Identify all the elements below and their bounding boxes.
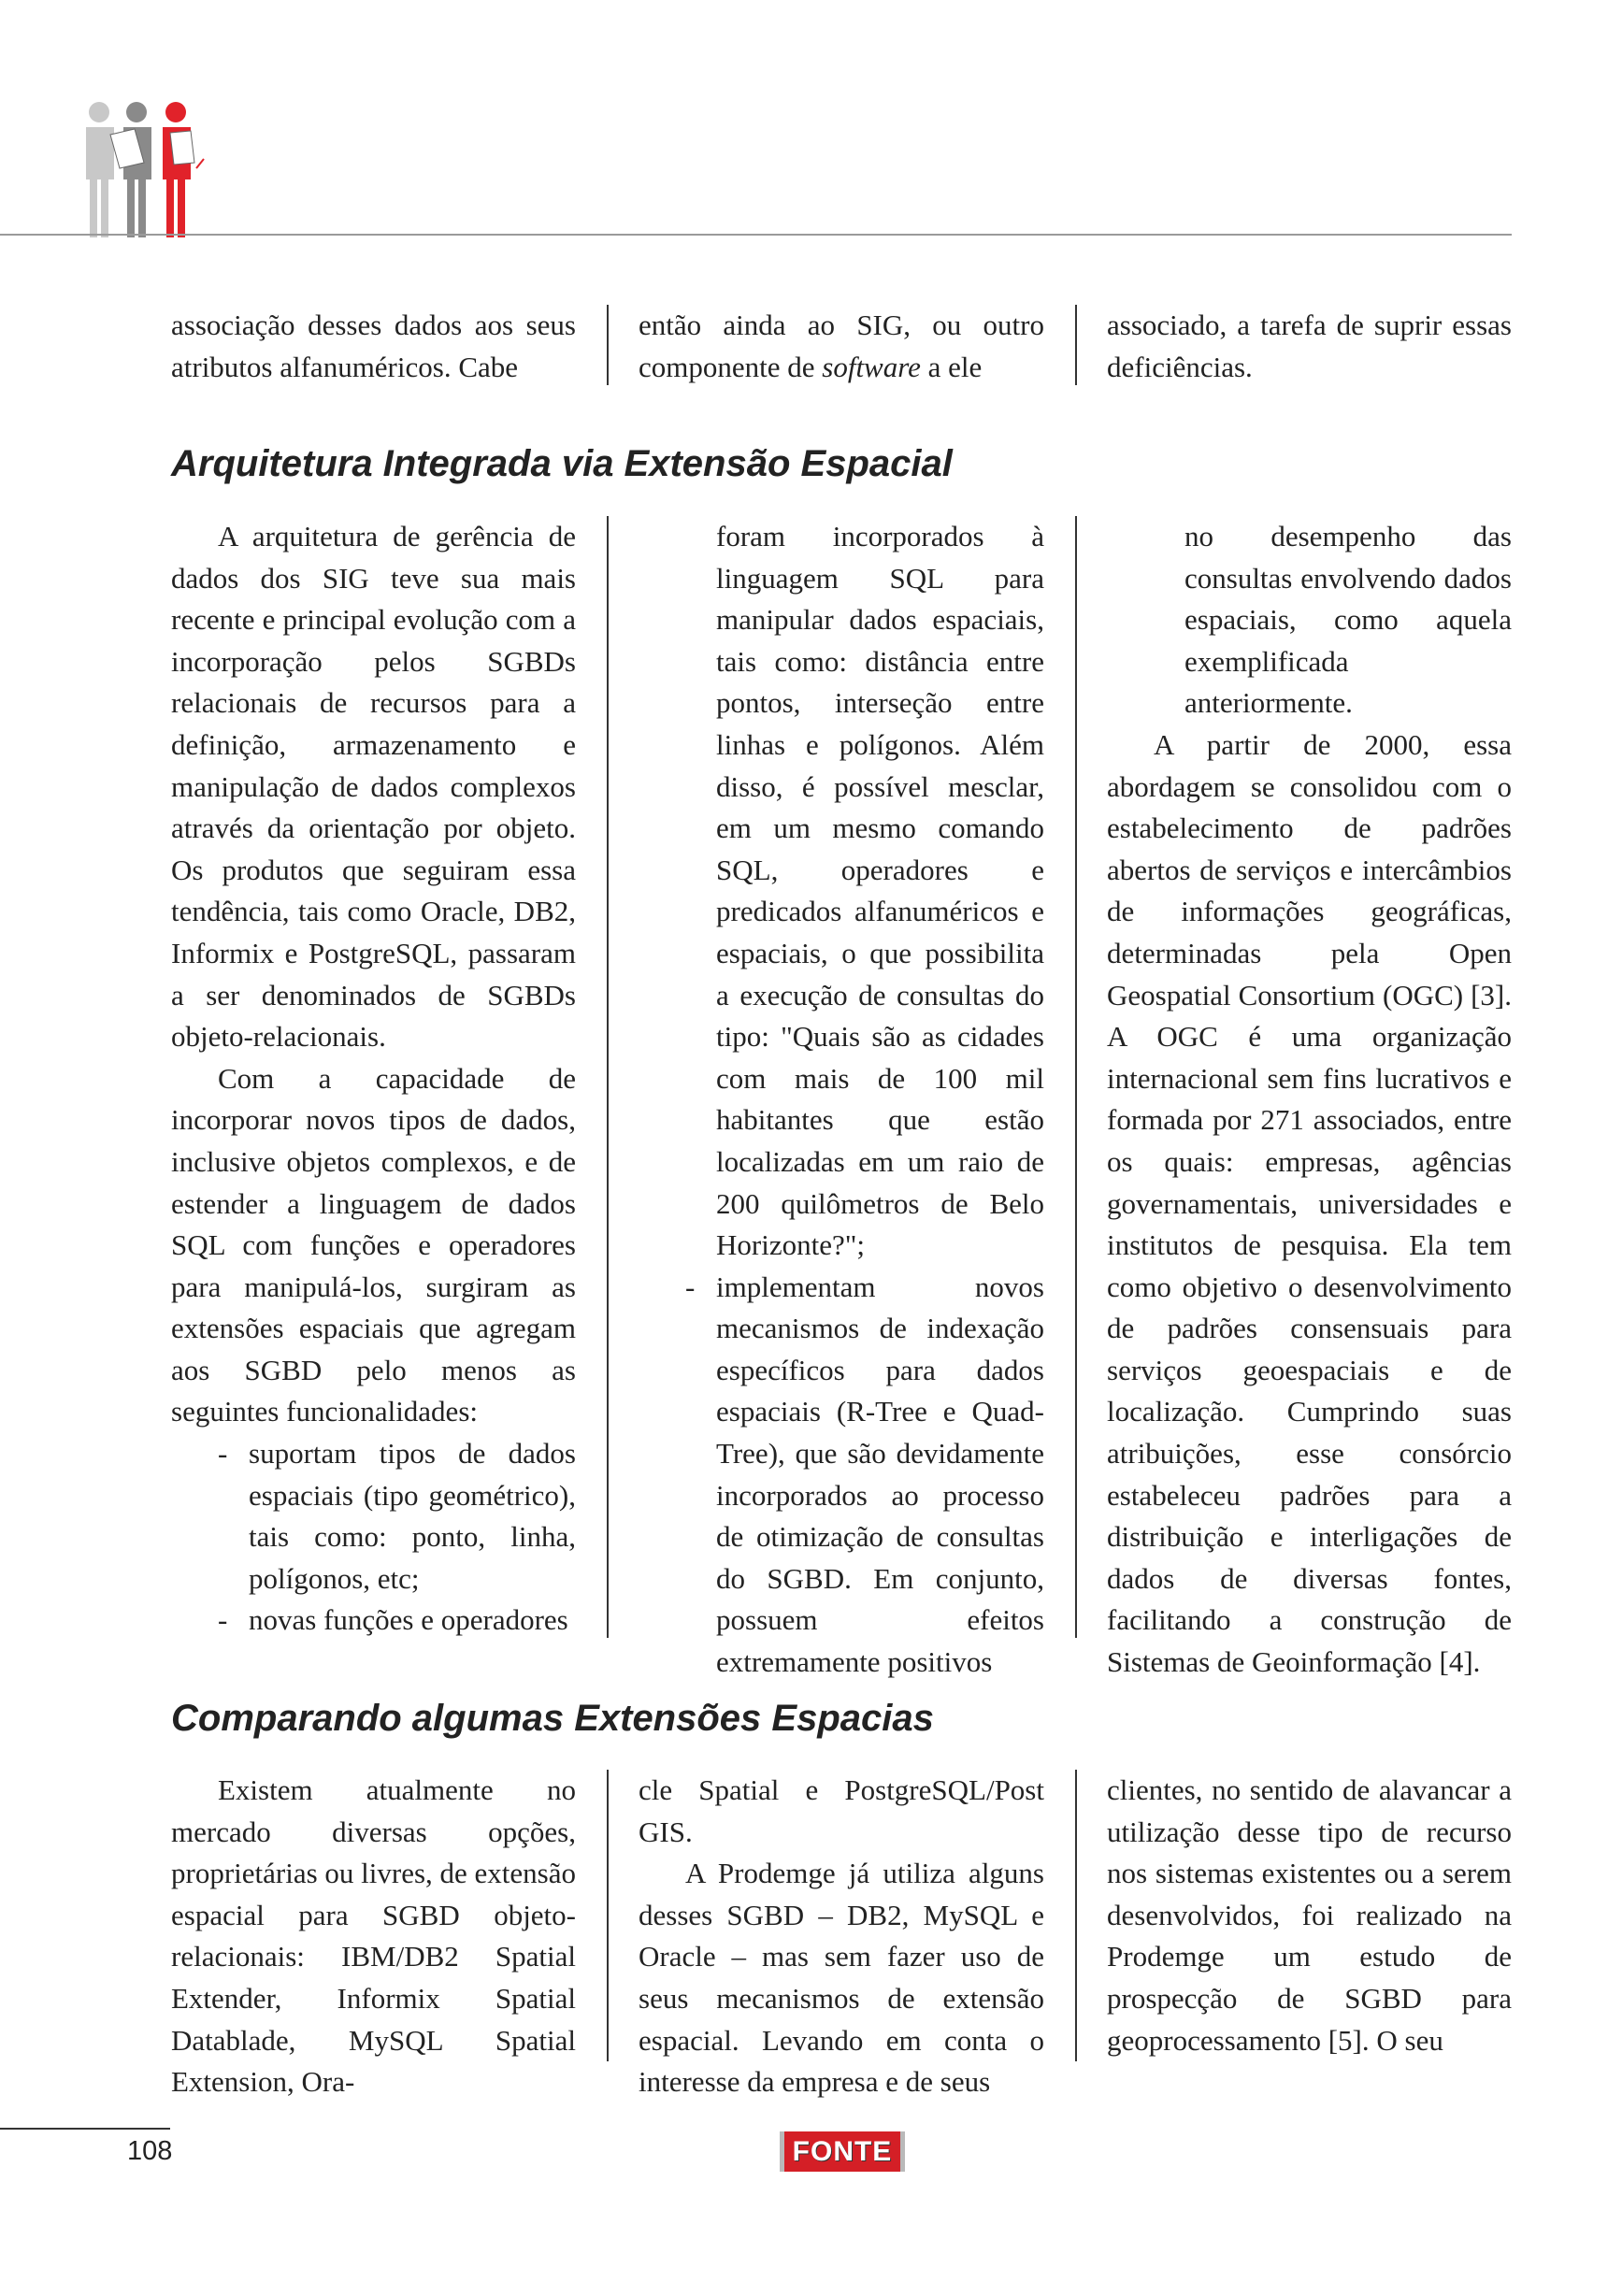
column-separator	[607, 1770, 609, 2061]
column-separator	[1075, 516, 1077, 1638]
list-item: - novas funções e operadores	[218, 1603, 568, 1637]
section2-col-3	[1107, 1770, 1512, 2061]
intro-col-3	[1107, 305, 1512, 388]
list-item: - suportam tipos de dados espaciais (tipo geométrico), tais como: ponto, linha, polígonos, etc;	[218, 1437, 576, 1595]
section-heading: Arquitetura Integrada via Extensão Espacial	[171, 443, 953, 484]
section1-col-3	[1107, 516, 1512, 1684]
fonte-logo-text: FONTE	[792, 2135, 893, 2167]
fonte-logo	[780, 2131, 905, 2172]
section2-row	[171, 1770, 1512, 2099]
header-rule	[0, 234, 1512, 236]
three-people-figures-icon	[79, 101, 211, 237]
section1-col-1	[171, 516, 576, 1642]
list-item-continuation: foram incorporados à linguagem SQL para manipular dados espaciais, tais como: distância entre pontos, interseção entre linhas e polígonos. Além disso, é possível mesclar, em um mesmo comando SQL, operadores e predicados alfanuméricos e espaciais, o que possibilita a execução de consultas do tipo: "Quais são as cidades com mais de 100 mil habitantes que estão localizadas em um raio de 200 quilômetros de Belo Horizonte?";	[716, 520, 1044, 1262]
section-heading: Comparando algumas Extensões Espacias	[171, 1698, 934, 1739]
intro-col-2	[639, 305, 1044, 388]
column-separator	[1075, 1770, 1077, 2061]
paragraph: A Prodemge já utiliza alguns desses SGBD – DB2, MySQL e Oracle – mas sem fazer uso de seus mecanismos de extensão espacial. Levando em conta o interesse da empresa e de seus	[639, 1857, 1044, 2099]
paragraph: A partir de 2000, essa abordagem se consolidou com o estabelecimento de padrões abertos de serviços e intercâmbios de informações geográficas, determinadas pela Open Geospatial Consortium (OGC) [3]. A OGC é uma organização internacional sem fins lucrativos e formada por 271 associados, entre os quais: empresas, agências governamentais, universidades e institutos de pesquisa. Ela tem como objetivo o desenvolvimento de padrões consensuais para serviços geoespaciais e de localização. Cumprindo suas atribuições, esse consórcio estabeleceu padrões para a distribuição e interligações de dados de diversas fontes, facilitando a construção de Sistemas de Geoinformação [4].	[1107, 727, 1512, 1679]
intro-row	[171, 305, 1512, 389]
list-item-text: suportam tipos de dados espaciais (tipo geométrico), tais como: ponto, linha, polígonos, etc;	[249, 1437, 576, 1595]
paragraph: associado, a tarefa de suprir essas deficiências.	[1107, 309, 1512, 383]
list-item-continuation: no desempenho das consultas envolvendo dados espaciais, como aquela exemplificada anteriormente.	[1184, 520, 1512, 720]
list-item: - implementam novos mecanismos de indexação específicos para dados espaciais (R-Tree e Quad-Tree), que são devidamente incorporados ao processo de otimização de consultas do SGBD. Em conjunto, possuem efeitos extremamente positivos	[685, 1270, 1044, 1679]
section1-col-2	[639, 516, 1044, 1684]
list-item-text: implementam novos mecanismos de indexação específicos para dados espaciais (R-Tree e Quad-Tree), que são devidamente incorporados ao processo de otimização de consultas do SGBD. Em conjunto, possuem efeitos extremamente positivos	[716, 1270, 1044, 1679]
column-separator	[1075, 305, 1077, 385]
paragraph: A arquitetura de gerência de dados dos SIG teve sua mais recente e principal evolução com a incorporação pelos SGBDs relacionais de recursos para a definição, armazenamento e manipulação de dados complexos através da orientação por objeto. Os produtos que seguiram essa tendência, tais como Oracle, DB2, Informix e PostgreSQL, passaram a ser denominados de SGBDs objeto-relacionais.	[171, 520, 576, 1054]
paragraph: Com a capacidade de incorporar novos tipos de dados, inclusive objetos complexos, e de estender a linguagem de dados SQL com funções e operadores para manipulá-los, surgiram as extensões espaciais que agregam aos SGBD pelo menos as seguintes funcionalidades:	[171, 1061, 576, 1428]
intro-col-1	[171, 305, 576, 388]
paragraph	[639, 305, 1044, 388]
column-separator	[607, 305, 609, 385]
column-separator	[607, 516, 609, 1638]
section2-col-1	[171, 1770, 576, 2103]
list-item-text: novas funções e operadores	[249, 1603, 568, 1637]
paragraph: associação desses dados aos seus atributos alfanuméricos. Cabe	[171, 309, 576, 383]
italic-term: software	[822, 350, 921, 383]
section1-row	[171, 516, 1512, 1679]
footer-rule	[0, 2128, 170, 2130]
page-number: 108	[127, 2136, 173, 2166]
section2-col-2	[639, 1770, 1044, 2103]
text-span: então ainda ao SIG, ou outro componente de	[639, 309, 1044, 383]
paragraph: clientes, no sentido de alavancar a utilização desse tipo de recurso nos sistemas existentes ou a serem desenvolvidos, foi realizado na Prodemge um estudo de prospecção de SGBD para geoprocessamento [5]. O seu	[1107, 1773, 1512, 2057]
text-span: a ele	[920, 350, 983, 383]
paragraph: cle Spatial e PostgreSQL/Post GIS.	[639, 1773, 1044, 1848]
paragraph: Existem atualmente no mercado diversas opções, proprietárias ou livres, de extensão espacial para SGBD objeto-relacionais: IBM/DB2 Spatial Extender, Informix Spatial Datablade, MySQL Spatial Extension, Ora-	[171, 1773, 576, 2099]
